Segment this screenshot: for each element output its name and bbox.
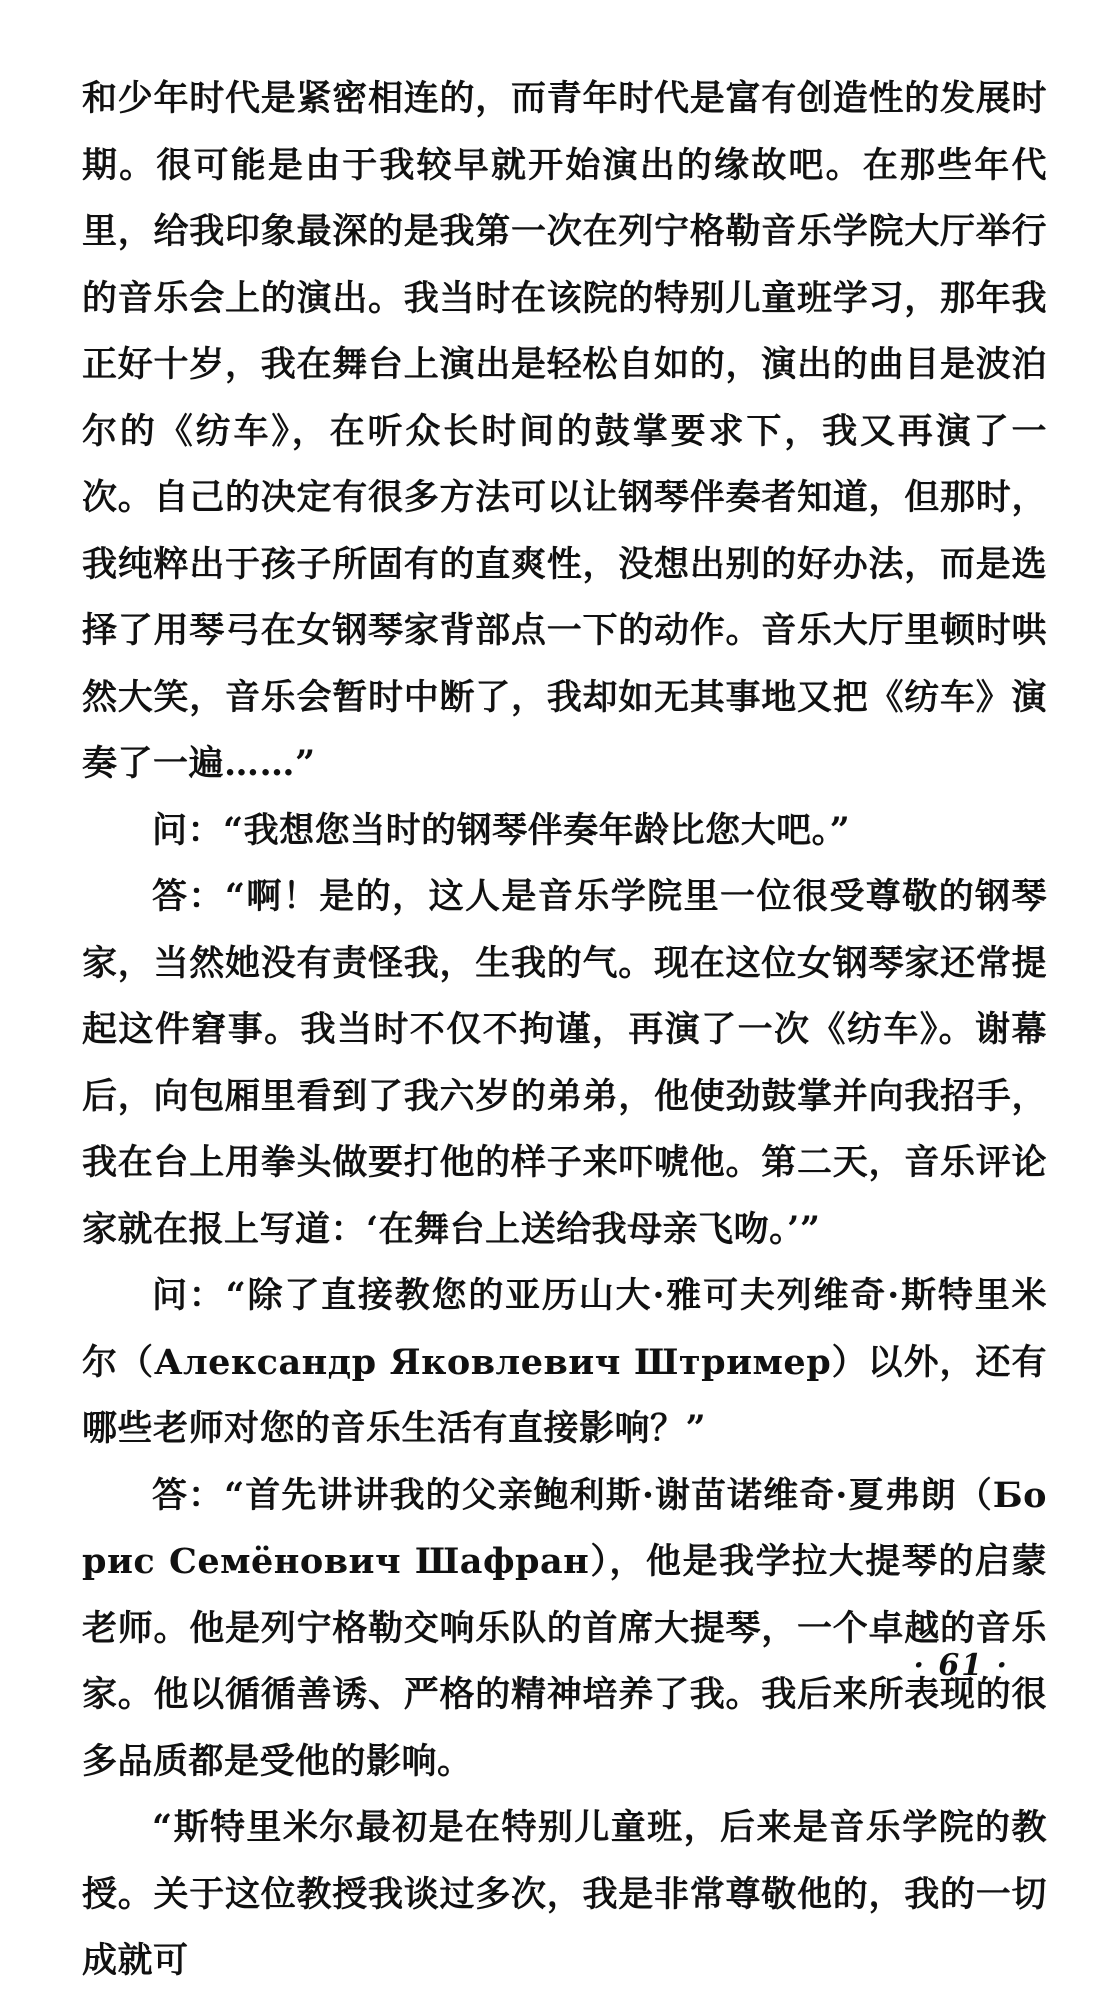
paragraph-answer-1: 答：“啊！是的，这人是音乐学院里一位很受尊敬的钢琴家，当然她没有责怪我，生我的气。现在这位女钢琴家还常提起这件窘事。我当时不仅不拘谨，再演了一次《纺车》。谢幕后，向包厢里看到了我六岁的弟弟，他使劲鼓掌并向我招手，我在台上用拳头做要打他的样子来吓唬他。第二天，音乐评论家就在报上写道：‘在舞台上送给我母亲飞吻。’” [82, 876, 1047, 1250]
paragraph-continued-narrative: 和少年时代是紧密相连的，而青年时代是富有创造性的发展时期。很可能是由于我较早就开始演出的缘故吧。在那些年代里，给我印象最深的是我第一次在列宁格勒音乐学院大厅举行的音乐会上的演出。我当时在该院的特别儿童班学习，那年我正好十岁，我在舞台上演出是轻松自如的，演出的曲目是波泊尔的《纺车》，在听众长时间的鼓掌要求下，我又再演了一次。自己的决定有很多方法可以让钢琴伴奏者知道，但那时，我纯粹出于孩子所固有的直爽性，没想出别的好办法，而是选择了用琴弓在女钢琴家背部点一下的动作。音乐大厅里顿时哄然大笑，音乐会暂时中断了，我却如无其事地又把《纺车》演奏了一遍……” [82, 78, 1047, 784]
paragraph-answer-2: 答：“首先讲讲我的父亲鲍利斯·谢苗诺维奇·夏弗朗（Борис Семёнович Шафран），他是我学拉大提琴的启蒙老师。他是列宁格勒交响乐队的首席大提琴，一个卓越的音乐家。他以循循善诱、严格的精神培养了我。我后来所表现的很多品质都是受他的影响。 [82, 1474, 1047, 1782]
page-number: · 61 · [913, 1648, 1009, 1683]
paragraph-question-1: 问：“我想您当时的钢琴伴奏年龄比您大吧。” [152, 809, 851, 851]
paragraph-question-2: 问：“除了直接教您的亚历山大·雅可夫列维奇·斯特里米尔（Александр Яковлевич Штример）以外，还有哪些老师对您的音乐生活有直接影响？” [82, 1275, 1047, 1449]
paragraph-answer-2-continued: “斯特里米尔最初是在特别儿童班，后来是音乐学院的教授。关于这位教授我谈过多次，我是非常尊敬他的，我的一切成就可 [82, 1807, 1047, 1981]
body-text [82, 66, 1047, 1995]
